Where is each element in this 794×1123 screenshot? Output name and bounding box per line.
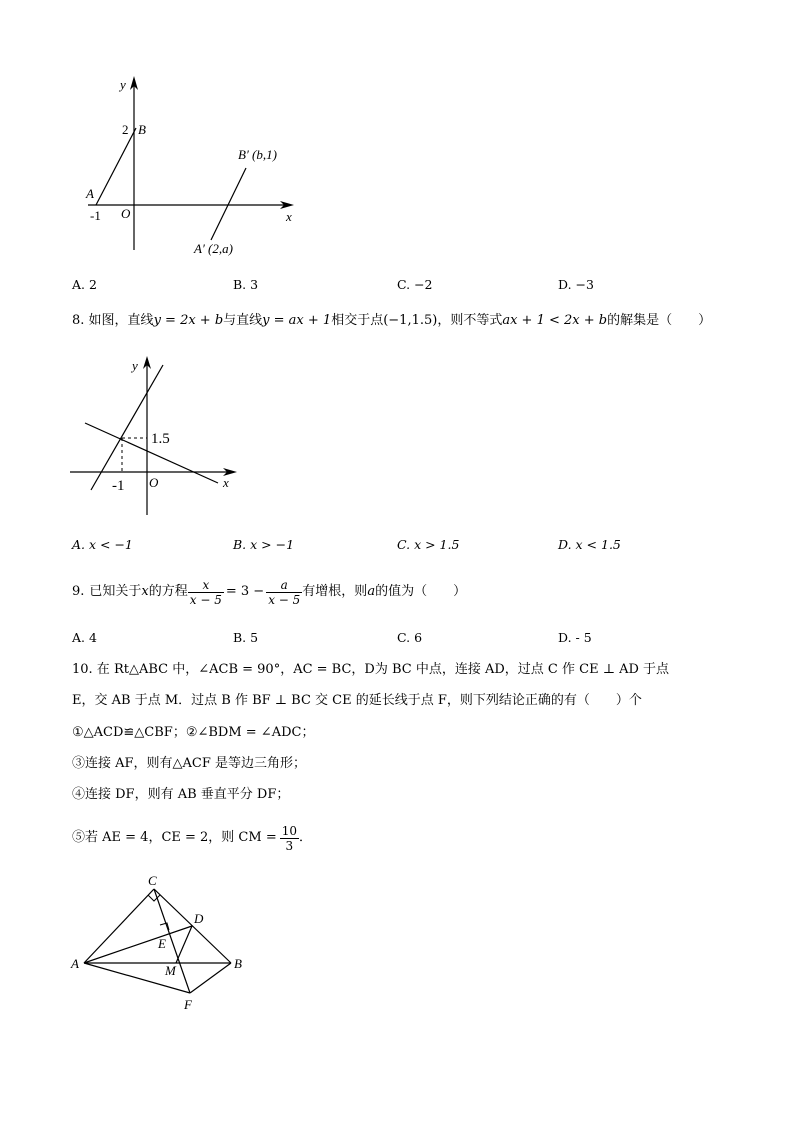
- q8-number: 8.: [72, 313, 85, 328]
- fig8-value-1-5: 1.5: [151, 431, 170, 447]
- q7-option-b: B. 3: [233, 277, 259, 292]
- q10-line-3: ①△ACD≌△CBF；②∠BDM = ∠ADC；: [72, 725, 315, 740]
- q9-number: 9.: [72, 584, 85, 599]
- q9-fraction-2: [266, 578, 302, 607]
- fig8-x-label: x: [223, 475, 229, 490]
- q10-line-4: ③连接 AF，则有△ACF 是等边三角形；: [72, 756, 307, 771]
- q8-option-b: B. x > −1: [233, 537, 295, 552]
- fig10-b: B: [234, 956, 242, 971]
- segment-ab: [96, 128, 136, 205]
- q10-line-5: ④连接 DF，则有 AB 垂直平分 DF；: [72, 787, 290, 802]
- q10-line-6-end: ．: [299, 830, 313, 845]
- q9-text-a: 已知关于: [89, 584, 142, 599]
- seg-ad: [84, 926, 192, 963]
- q9-frac1-num: x: [188, 578, 224, 593]
- q9-var-x: x: [141, 584, 149, 599]
- q8-text-c: 相交于点: [331, 313, 384, 328]
- q9-var-a: a: [367, 584, 376, 599]
- q8-line1: y = 2x + b: [153, 313, 224, 328]
- q9-text-b: 的方程: [148, 584, 188, 599]
- fig10-a: A: [71, 956, 79, 971]
- q10-line-1: 10. 在 Rt△ABC 中，∠ACB = 90°，AC = BC，D为 BC 中点，连接 AD，过点 C 作 CE ⊥ AD 于点: [72, 662, 670, 677]
- figure-q10: [68, 870, 258, 1015]
- figure-q8: [65, 350, 250, 520]
- fig10-c: C: [148, 873, 157, 888]
- q8-text-e: 的解集是（ ）: [607, 313, 712, 328]
- fig7-aprime: A′ (2,a): [194, 241, 233, 256]
- q9-option-a: A. 4: [72, 630, 97, 645]
- segment-aprime-bprime: [211, 168, 246, 240]
- q8-option-d: D. x < 1.5: [558, 537, 621, 552]
- fig10-f: F: [184, 997, 192, 1012]
- q7-option-c: C. −2: [397, 277, 433, 292]
- fig8-neg1: -1: [112, 478, 125, 494]
- fig8-y-label: y: [132, 358, 138, 373]
- q9-text-d: 的值为（ ）: [375, 584, 467, 599]
- q8-text-d: ，则不等式: [437, 313, 503, 328]
- fig7-bprime: B′ (b,1): [238, 147, 277, 162]
- fig7-neg1: -1: [90, 208, 101, 223]
- q8-inequality: ax + 1 < 2x + b: [502, 313, 608, 328]
- q9-eq-mid: = 3 −: [225, 584, 265, 599]
- q7-option-d: D. −3: [558, 277, 594, 292]
- fig7-two: 2: [122, 122, 129, 137]
- q8-option-a: A. x < −1: [72, 537, 133, 552]
- q10-frac-den: 3: [285, 838, 294, 853]
- q9-frac1-den: x − 5: [189, 592, 222, 607]
- q10-frac-num: 10: [281, 823, 297, 838]
- fig8-origin: O: [149, 475, 159, 490]
- q9-option-d: D. - 5: [558, 630, 592, 645]
- q7-option-a: A. 2: [72, 277, 97, 292]
- fig7-a: A: [86, 186, 94, 201]
- fig10-e: E: [158, 936, 166, 951]
- q8-point: (−1,1.5): [383, 313, 438, 328]
- q9-frac2-den: x − 5: [268, 592, 301, 607]
- fig7-b: B: [138, 122, 146, 137]
- fig7-origin: O: [121, 206, 131, 221]
- seg-bf: [190, 963, 231, 993]
- figure-q7: [80, 70, 310, 265]
- q8-line2: y = ax + 1: [262, 313, 332, 328]
- seg-cb: [154, 889, 231, 963]
- q9-option-c: C. 6: [397, 630, 423, 645]
- q9-stem: [72, 574, 466, 610]
- line-2x-plus-b: [91, 365, 163, 490]
- q8-option-c: C. x > 1.5: [397, 537, 460, 552]
- q9-text-c: 有增根，则: [302, 584, 368, 599]
- q9-frac2-num: a: [266, 578, 302, 593]
- q9-option-b: B. 5: [233, 630, 259, 645]
- q10-line-6: [72, 820, 312, 856]
- q8-text-b: 与直线: [223, 313, 263, 328]
- seg-ac: [84, 889, 154, 963]
- fig7-x-label: x: [286, 209, 292, 224]
- q8-text-a: 如图，直线: [88, 313, 154, 328]
- q10-line-6-text: ⑤若 AE = 4，CE = 2，则 CM =: [72, 830, 277, 845]
- fig10-m: M: [165, 963, 176, 978]
- q10-fraction: [280, 824, 299, 853]
- q9-fraction-1: [188, 578, 224, 607]
- q10-line-2: E，交 AB 于点 M．过点 B 作 BF ⊥ BC 交 CE 的延长线于点 F，则下列结论正确的有（ ）个: [72, 693, 642, 708]
- fig7-y-label: y: [120, 77, 126, 92]
- fig10-d: D: [194, 911, 204, 926]
- seg-dm: [176, 926, 192, 963]
- q8-stem: [72, 313, 711, 329]
